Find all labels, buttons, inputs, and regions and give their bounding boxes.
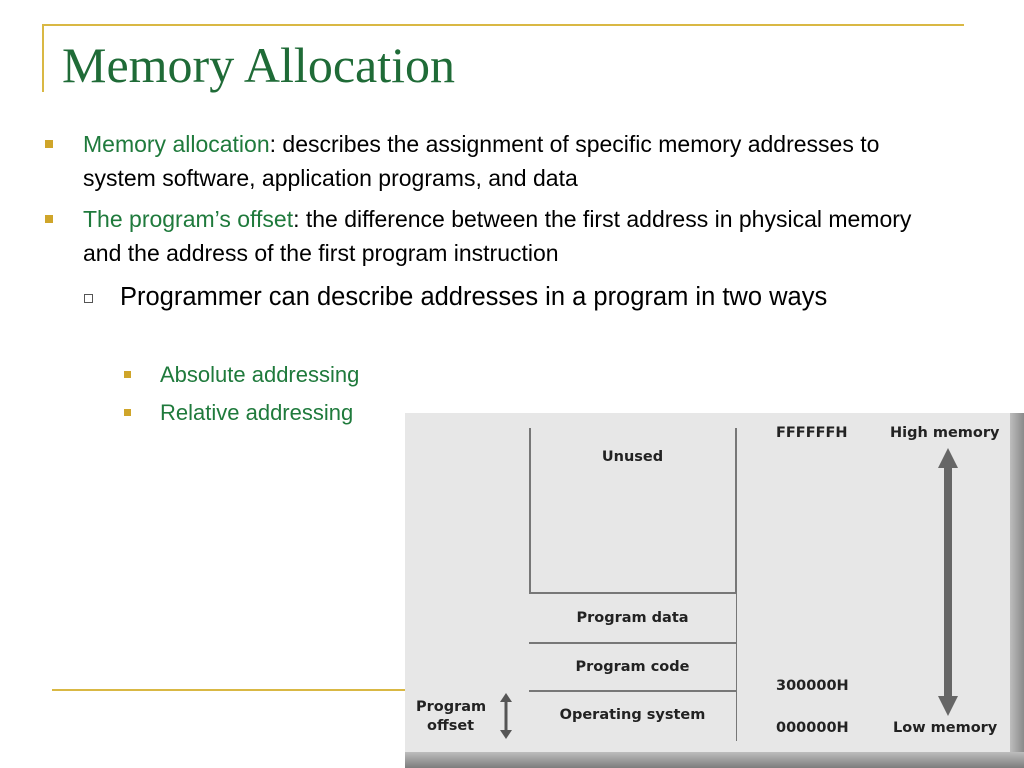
bullet-term: Memory allocation	[83, 131, 270, 157]
bullet-program-offset	[83, 202, 923, 270]
sub-sub-bullet-text: Relative addressing	[160, 400, 354, 425]
top-rule	[42, 24, 964, 26]
bullet-memory-allocation	[83, 127, 923, 195]
high-memory-label: High memory	[890, 425, 1000, 441]
sub-bullet-text: Programmer can describe addresses in a program in two ways	[120, 283, 828, 311]
segment-unused: Unused	[601, 449, 664, 465]
square-bullet-icon	[45, 215, 53, 223]
segment-label: Operating system	[559, 707, 706, 723]
low-memory-label: Low memory	[893, 720, 998, 736]
segment-label: Program data	[576, 610, 689, 626]
sub-sub-bullet-text: Absolute addressing	[160, 362, 360, 387]
square-bullet-icon	[45, 140, 53, 148]
left-rule	[42, 24, 44, 92]
bottom-rule	[52, 689, 408, 691]
address-top: FFFFFFH	[776, 425, 848, 441]
segment-program-code	[529, 642, 736, 692]
sub-sub-bullet-absolute	[160, 360, 359, 390]
diagram-shadow	[1010, 413, 1024, 768]
square-bullet-icon	[124, 409, 131, 416]
offset-label-line: offset	[427, 718, 475, 734]
bullet-text: : describes the assignment of specific memory addresses to system software, application programs, and data	[83, 131, 880, 191]
address-bottom: 000000H	[776, 720, 849, 736]
slide-title: Memory Allocation	[62, 37, 455, 93]
diagram-shadow	[405, 752, 1024, 768]
segment-program-data	[529, 592, 736, 644]
hollow-square-bullet-icon	[84, 294, 93, 303]
segment-label: Program code	[575, 659, 690, 675]
offset-label-line: Program	[416, 699, 487, 715]
bullet-text: : the difference between the first address in physical memory and the address of the first program instruction	[83, 206, 912, 266]
sub-bullet-addressing	[120, 280, 920, 315]
offset-arrow-icon	[497, 692, 515, 740]
memory-range-arrow-icon	[930, 446, 966, 718]
offset-label	[416, 698, 486, 736]
address-middle: 300000H	[776, 678, 849, 694]
square-bullet-icon	[124, 371, 131, 378]
sub-sub-bullet-relative	[160, 398, 353, 428]
bullet-term: The program’s offset	[83, 206, 294, 232]
segment-operating-system	[529, 690, 736, 741]
